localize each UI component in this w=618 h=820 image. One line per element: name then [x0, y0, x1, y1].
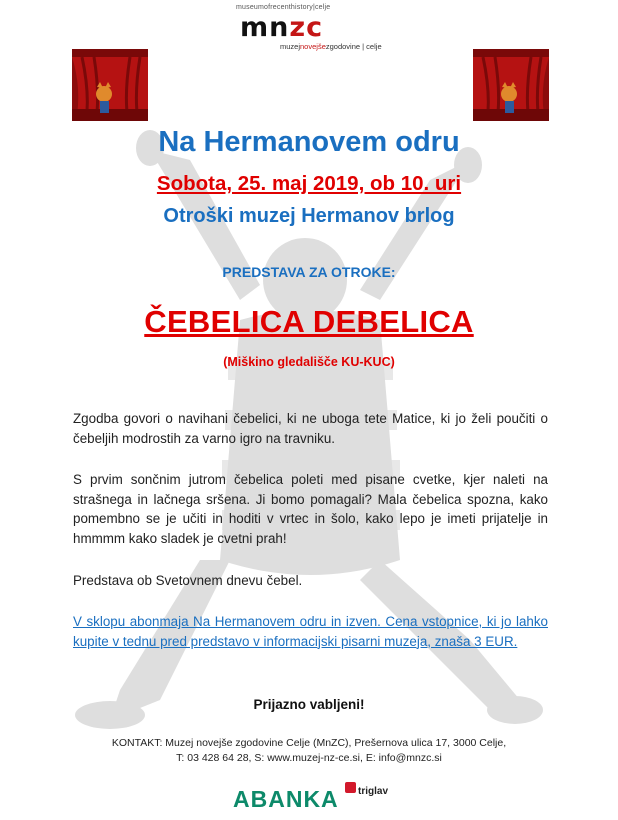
story-paragraph: Zgodba govori o navihani čebelici, ki ne uboga tete Matice, ki jo želi poučiti o čebeljih modrostih za varno igro na travniku. [73, 411, 548, 446]
curtain-right-image [473, 49, 549, 121]
logo-sub-part1: muzej [280, 42, 301, 51]
logo-sub-part2: novejše [300, 42, 326, 51]
ticket-info-link[interactable]: V sklopu abonmaja Na Hermanovem odru in izven. Cena vstopnice, ki jo lahko kupite v tednu pred predstavo v informacijski pisarni muzeja, znaša 3 EUR. [73, 614, 548, 649]
logo-wordmark [240, 12, 323, 43]
show-type-label: PREDSTAVA ZA OTROKE: [222, 264, 396, 280]
greeting: Prijazno vabljeni! [253, 697, 365, 712]
museum-logo [0, 2, 618, 50]
triglav-logo: triglav [358, 786, 389, 797]
logo-subtitle [280, 42, 382, 51]
story-paragraph-2: S prvim sončnim jutrom čebelica poleti med pisane cvetke, kjer naleti na strašnega in lačnega sršena. Ji bomo pomagali? Mala čebelica spozna, kako pomembno se je učiti in hoditi v vrtec in šolo, kako lepo je imeti prijatelje in hmmmm kako sladek je cvetni prah! [73, 472, 548, 546]
event-date: Sobota, 25. maj 2019, ob 10. uri [156, 172, 462, 195]
event-venue: Otroški muzej Hermanov brlog [163, 205, 455, 227]
sponsor-logos [0, 786, 618, 818]
logo-tagline: museumofrecenthistory|celje [236, 4, 331, 11]
contact-details: T: 03 428 64 28, S: www.muzej-nz-ce.si, E: info@mnzc.si [176, 752, 442, 764]
show-title: ČEBELICA DEBELICA [144, 304, 474, 339]
event-series-title: Na Hermanovem odru [158, 126, 460, 158]
logo-sub-part3: zgodovine | celje [325, 42, 382, 51]
logo-wordmark-part1: mn [240, 12, 290, 43]
triglav-logo-icon [345, 782, 356, 793]
abanka-logo: ABANKA [233, 786, 339, 812]
theatre-company: (Miškino gledališče KU-KUC) [223, 355, 395, 369]
logo-wordmark-part2: zc [289, 12, 324, 43]
occasion-paragraph: Predstava ob Svetovnem dnevu čebel. [73, 573, 303, 588]
curtain-left-image [72, 49, 148, 121]
contact-address: KONTAKT: Muzej novejše zgodovine Celje (MnZC), Prešernova ulica 17, 3000 Celje, [111, 737, 507, 749]
